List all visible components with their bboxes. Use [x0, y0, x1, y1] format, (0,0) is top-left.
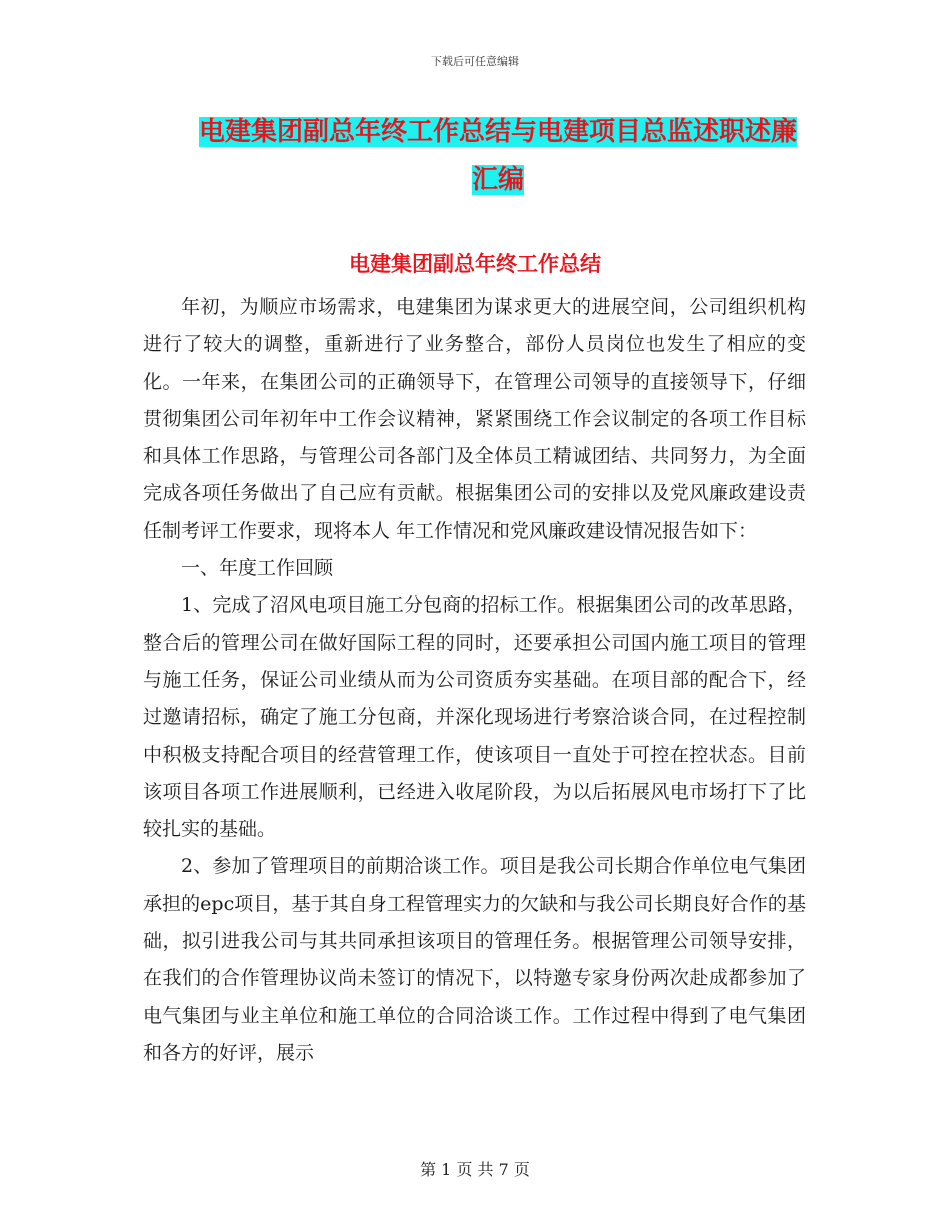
paragraph-item-2: 2、参加了管理项目的前期洽谈工作。项目是我公司长期合作单位电气集团承担的epc项目，基于其自身工程管理实力的欠缺和与我公司长期良好合作的基础，拟引进我公司与其共同承担该项目的管理任务。根据管理公司领导安排，在我们的合作管理协议尚未签订的情况下，以特邀专家身份两次赴成都参加了电气集团与业主单位和施工单位的合同洽谈工作。工作过程中得到了电气集团和各方的好评，展示	[143, 855, 806, 1064]
section-title: 电建集团副总年终工作总结	[349, 251, 601, 276]
page-footer-number: 第 1 页 共 7 页	[420, 1160, 530, 1179]
paragraph-item-1: 1、完成了沼风电项目施工分包商的招标工作。根据集团公司的改革思路，整合后的管理公司在做好国际工程的同时，还要承担公司国内施工项目的管理与施工任务，保证公司业绩从而为公司资质夯实基础。在项目部的配合下，经过邀请招标，确定了施工分包商，并深化现场进行考察洽谈合同，在过程控制中积极支持配合项目的经营管理工作，使该项目一直处于可控在控状态。目前该项目各项工作进展顺利，已经进入收尾阶段，为以后拓展风电市场打下了比较扎实的基础。	[143, 594, 806, 841]
document-body	[143, 289, 806, 1072]
paragraph-heading-review: 一、年度工作回顾	[181, 557, 334, 580]
document-title-text: 电建集团副总年终工作总结与电建项目总监述职述廉汇编	[198, 117, 797, 195]
page-header-note: 下载后可任意编辑	[431, 55, 519, 68]
document-title	[190, 108, 806, 204]
paragraph-intro: 年初，为顺应市场需求，电建集团为谋求更大的进展空间，公司组织机构进行了较大的调整，重新进行了业务整合，部份人员岗位也发生了相应的变化。一年来，在集团公司的正确领导下，在管理公司领导的直接领导下，仔细贯彻集团公司年初年中工作会议精神，紧紧围绕工作会议制定的各项工作目标和具体工作思路，与管理公司各部门及全体员工精诚团结、共同努力，为全面完成各项任务做出了自己应有贡献。根据集团公司的安排以及党风廉政建设责任制考评工作要求，现将本人 年工作情况和党风廉政建设情况报告如下：	[143, 296, 806, 542]
